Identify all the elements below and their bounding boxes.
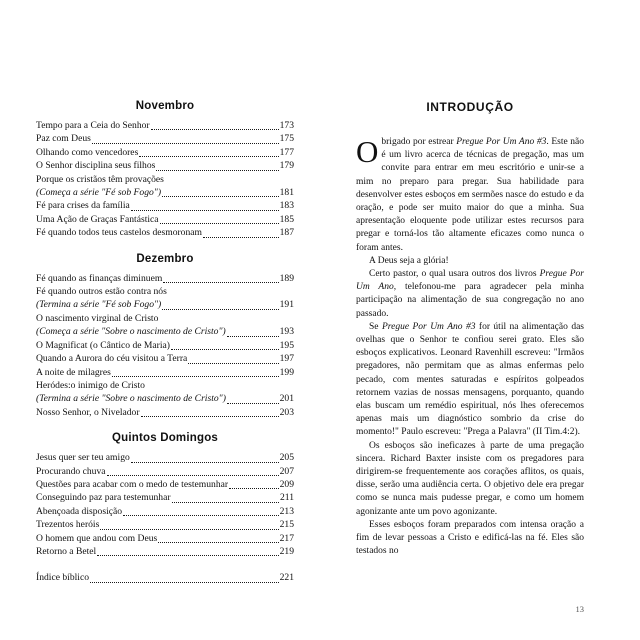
toc-leader-dots	[160, 214, 279, 224]
paragraph-1-text: brigado por estrear Pregue Por Um Ano #3. Este não é um livro acerca de técnicas de pregação, mas um convite para entrar em meu escritório e unir-se a mim no preparo para pregar. Sua habilidade para desenvolver estes esboços em sermões nasce do estudo e da oração, e pode ser muito maior do que a minha. Sua apresentação eloquente pode utilizar estes recursos para pregar e torná-los tão altamente eficazes como nunca o foram antes.	[356, 137, 585, 253]
toc-entry-page: 221	[279, 572, 294, 584]
toc-entry-label: Porque os cristãos têm provações	[36, 173, 164, 185]
toc-entry-page: 215	[279, 519, 294, 531]
paragraph-1	[356, 136, 584, 255]
toc-entry[interactable]	[36, 352, 294, 365]
section-spacer	[36, 419, 294, 432]
toc-entry-index[interactable]	[36, 571, 294, 584]
toc-entry-label: Quando a Aurora do céu visitou a Terra	[36, 353, 188, 365]
toc-leader-dots	[158, 533, 278, 543]
section-spacer	[36, 240, 294, 253]
page-title: INTRODUÇÃO	[426, 100, 514, 114]
toc-entry-label: O nascimento virginal de Cristo	[36, 312, 159, 324]
toc-entry-page: 209	[279, 478, 294, 490]
toc-list-index	[36, 571, 294, 584]
paragraph-6-text: Esses esboços foram preparados com intensa oração a fim de levar pessoas a Cristo e edificá-las na fé. Eles são testados no	[356, 519, 584, 557]
toc-entry-label: Nosso Senhor, o Nivelador	[36, 406, 140, 418]
toc-entry[interactable]	[36, 312, 294, 325]
toc-entry[interactable]	[36, 545, 294, 558]
toc-leader-dots	[229, 479, 279, 489]
toc-section-heading: Quintos Domingos	[111, 432, 219, 445]
toc-entry-label: Paz com Deus	[36, 133, 91, 145]
toc-entry[interactable]	[36, 339, 294, 352]
toc-entry[interactable]	[36, 146, 294, 159]
toc-entry[interactable]	[36, 173, 294, 186]
toc-entry[interactable]	[36, 325, 294, 338]
toc-entry[interactable]	[36, 226, 294, 239]
toc-entry-label: Jesus quer ser teu amigo	[36, 452, 130, 464]
drop-cap: O	[356, 134, 379, 169]
toc-leader-dots	[162, 187, 279, 197]
toc-entry-label: Fé quando as finanças diminuem	[36, 272, 163, 284]
toc-entry-page: 185	[279, 213, 294, 225]
toc-entry-label: Questões para acabar com o medo de testemunhar	[36, 478, 229, 490]
toc-entry[interactable]	[36, 451, 294, 464]
toc-leader-dots	[112, 367, 279, 377]
toc-entry[interactable]	[36, 119, 294, 132]
toc-entry-label: Heródes:o inimigo de Cristo	[36, 379, 145, 391]
toc-leader-dots	[107, 466, 279, 476]
toc-leader-dots	[171, 340, 279, 350]
toc-entry-page: 197	[279, 353, 294, 365]
toc-entry-page: 173	[279, 120, 294, 131]
toc-entry[interactable]	[36, 465, 294, 478]
toc-entry-page: 177	[279, 146, 294, 158]
toc-section-heading: Dezembro	[136, 252, 194, 265]
toc-list-novembro	[36, 119, 294, 240]
toc-entry-page: 203	[279, 406, 294, 418]
toc-entry-label: (Termina a série "Sobre o nascimento de Cristo")	[36, 393, 226, 405]
toc-entry-page: 179	[279, 160, 294, 172]
paragraph-5	[356, 440, 584, 519]
toc-entry[interactable]	[36, 379, 294, 392]
toc-leader-dots	[227, 327, 279, 337]
toc-entry[interactable]	[36, 478, 294, 491]
toc-leader-dots	[227, 394, 279, 404]
toc-entry[interactable]	[36, 366, 294, 379]
toc-entry-page: 207	[279, 465, 294, 477]
toc-entry[interactable]	[36, 392, 294, 405]
page-folio-number: 13	[575, 604, 584, 614]
toc-section-quintos-domingos	[36, 432, 294, 558]
toc-entry[interactable]	[36, 491, 294, 504]
paragraph-5-text: Os esboços são ineficazes à parte de uma pregação sincera. Richard Baxter insiste com os pregadores para dirigirem-se frequentemente aos corações aflitos, os quais, disse, serão uma audiência certa. O objetivo dele era pregar como se nunca mais pudesse pregar, e como um homem agonizante ante um povo agonizante.	[356, 440, 584, 517]
toc-leader-dots	[141, 407, 279, 417]
toc-leader-dots	[97, 546, 278, 556]
toc-entry[interactable]	[36, 298, 294, 311]
paragraph-6	[356, 519, 584, 559]
toc-entry[interactable]	[36, 505, 294, 518]
toc-entry-page: 183	[279, 200, 294, 212]
toc-entry[interactable]	[36, 213, 294, 226]
toc-leader-dots	[131, 453, 279, 463]
toc-leader-dots	[188, 354, 278, 364]
paragraph-3-text: Certo pastor, o qual usara outros dos livros Pregue Por Um Ano, telefonou-me para agradecer pela minha participação na alimentação de sua congregação no ano passado.	[356, 269, 584, 319]
paragraph-4-text: Se Pregue Por Um Ano #3 for útil na alimentação das ovelhas que o Senhor te confiou serei grato. Eles são esboços explicativos. Leonard Ravenhill escreveu: "Irmãos pregadores, não permitam que as almas enfermas pelo pecado, com mentes saturadas e espíritos golpeados retornem vazias de nossas mensagens, porquanto, quando elas buscam um remédio espiritual, nós lhes oferecemos apenas mais um diagnóstico sombrio da crise do momento!" Paulo escreveu: "Prega a Palavra" (II Tim.4:2).	[356, 321, 584, 438]
toc-entry-label: A noite de milagres	[36, 366, 111, 378]
introduction-page	[320, 0, 640, 640]
toc-entry-page: 181	[279, 187, 294, 199]
toc-entry-label: Olhando como vencedores	[36, 146, 139, 158]
paragraph-2	[356, 255, 584, 268]
toc-entry-label: O Magnificat (o Cântico de Maria)	[36, 339, 170, 351]
toc-list-dezembro	[36, 272, 294, 419]
toc-entry-page: 201	[279, 393, 294, 405]
toc-entry-label: Conseguindo paz para testemunhar	[36, 492, 171, 504]
toc-entry-label: (Termina a série "Fé sob Fogo")	[36, 299, 162, 311]
toc-entry[interactable]	[36, 159, 294, 172]
toc-entry[interactable]	[36, 406, 294, 419]
toc-entry-label: Procurando chuva	[36, 465, 106, 477]
toc-leader-dots	[163, 273, 278, 283]
toc-section-novembro	[36, 100, 294, 240]
toc-entry-page: 213	[279, 505, 294, 517]
toc-entry[interactable]	[36, 518, 294, 531]
toc-entry-label: Fé para crises da família	[36, 200, 130, 212]
toc-entry-label: Tempo para a Ceia do Senhor	[36, 120, 150, 131]
toc-entry-page: 193	[279, 326, 294, 338]
toc-leader-dots	[162, 300, 278, 310]
toc-entry-page: 199	[279, 366, 294, 378]
toc-entry-page: 191	[279, 299, 294, 311]
toc-section-dezembro	[36, 253, 294, 419]
toc-entry-page: 211	[279, 492, 294, 504]
toc-entry-label: Fé quando outros estão contra nós	[36, 286, 167, 298]
toc-entry[interactable]	[36, 186, 294, 199]
toc-leader-dots	[123, 506, 279, 516]
toc-leader-dots	[156, 161, 278, 171]
toc-entry-page: 187	[279, 227, 294, 239]
toc-entry-label: O homem que andou com Deus	[36, 532, 158, 544]
toc-entry[interactable]	[36, 532, 294, 545]
toc-leader-dots	[90, 573, 279, 583]
toc-entry-label: Retorno a Betel	[36, 545, 97, 557]
toc-entry-page: 205	[279, 452, 294, 464]
toc-leader-dots	[172, 493, 279, 503]
toc-leader-dots	[203, 228, 279, 238]
paragraph-4	[356, 321, 584, 440]
toc-entry-label: Trezentos heróis	[36, 519, 100, 531]
toc-entry-page: 195	[279, 339, 294, 351]
toc-entry[interactable]	[36, 199, 294, 212]
toc-entry[interactable]	[36, 132, 294, 145]
toc-leader-dots	[151, 120, 279, 130]
paragraph-2-text: A Deus seja a glória!	[369, 255, 449, 266]
toc-list-quintos-domingos	[36, 451, 294, 558]
toc-entry[interactable]	[36, 285, 294, 298]
toc-entry-label: (Começa a série "Sobre o nascimento de Cristo")	[36, 326, 226, 338]
toc-entry-label: Fé quando todos teus castelos desmoronam	[36, 227, 202, 239]
toc-entry-label: O Senhor disciplina seus filhos	[36, 160, 156, 172]
toc-entry-page: 189	[279, 272, 294, 284]
toc-section-heading: Novembro	[135, 100, 195, 112]
toc-leader-dots	[139, 147, 278, 157]
toc-entry-label: Índice bíblico	[36, 572, 90, 584]
toc-leader-dots	[100, 520, 278, 530]
toc-entry-label: Abençoada disposição	[36, 505, 123, 517]
toc-entry-label: Uma Ação de Graças Fantástica	[36, 213, 159, 225]
toc-entry-page: 175	[279, 133, 294, 145]
toc-leader-dots	[92, 134, 279, 144]
toc-entry[interactable]	[36, 272, 294, 285]
toc-entry-label: (Começa a série "Fé sob Fogo")	[36, 187, 162, 199]
toc-entry-page: 219	[279, 545, 294, 557]
introduction-body	[356, 136, 584, 559]
toc-leader-dots	[131, 201, 279, 211]
paragraph-3	[356, 268, 584, 321]
toc-entry-page: 217	[279, 532, 294, 544]
